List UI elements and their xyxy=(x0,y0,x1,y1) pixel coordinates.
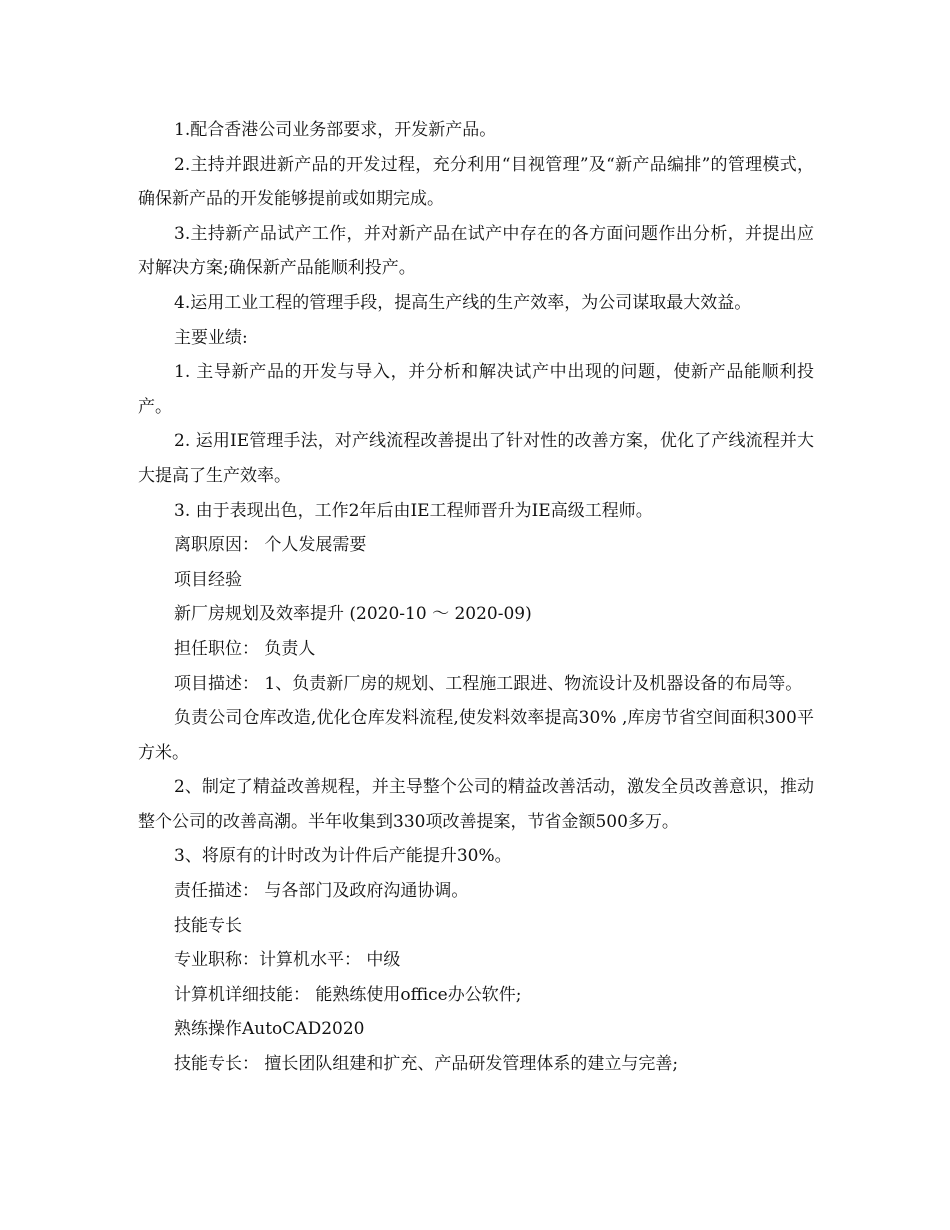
paragraph-achievement-1: 1. 主导新产品的开发与导入，并分析和解决试产中出现的问题，使新产品能顺利投产。 xyxy=(138,362,814,417)
heading-main-achievements: 主要业绩: xyxy=(174,327,248,348)
paragraph-leave-reason: 离职原因： 个人发展需要 xyxy=(174,535,367,556)
paragraph-duty-4: 4.运用工业工程的管理手段，提高生产线的生产效率，为公司谋取最大效益。 xyxy=(174,292,752,313)
paragraph-achievement-2: 2. 运用IE管理手法，对产线流程改善提出了针对性的改善方案，优化了产线流程并大大提高了生产效率。 xyxy=(138,431,814,486)
project-responsibility: 责任描述： 与各部门及政府沟通协调。 xyxy=(174,881,469,902)
skill-specialty: 技能专长： 擅长团队组建和扩充、产品研发管理体系的建立与完善; xyxy=(174,1054,679,1075)
paragraph-duty-2: 2.主持并跟进新产品的开发过程，充分利用“目视管理”及“新产品编排”的管理模式， 确保新产品的开发能够提前或如期完成。 xyxy=(138,154,814,210)
project-description-3: 3、将原有的计时改为计件后产能提升30%。 xyxy=(174,846,512,867)
project-description-1: 项目描述： 1、负责新厂房的规划、工程施工跟进、物流设计及机器设备的布局等。 xyxy=(174,673,803,694)
project-description-2: 2、制定了精益改善规程，并主导整个公司的精益改善活动，激发全员改善意识，推动整个公司的改善高潮。半年收集到330项改善提案，节省金额500多万。 xyxy=(138,777,814,832)
project-description-warehouse: 负责公司仓库改造,优化仓库发料流程,使发料效率提高30% ,库房节省空间面积300平方米。 xyxy=(138,708,814,763)
heading-skills: 技能专长 xyxy=(174,915,242,936)
skill-autocad: 熟练操作AutoCAD2020 xyxy=(174,1019,365,1040)
paragraph-achievement-3: 3. 由于表现出色，工作2年后由IE工程师晋升为IE高级工程师。 xyxy=(174,500,653,521)
heading-project-experience: 项目经验 xyxy=(174,569,242,590)
skill-computer-detail: 计算机详细技能： 能熟练使用office办公软件; xyxy=(174,984,522,1005)
project-position: 担任职位： 负责人 xyxy=(174,638,316,659)
paragraph-duty-1: 1.配合香港公司业务部要求，开发新产品。 xyxy=(174,120,497,140)
document-body xyxy=(138,113,814,1082)
paragraph-duty-3: 3.主持新产品试产工作，并对新产品在试产中存在的各方面问题作出分析，并提出应对解决方案;确保新产品能顺利投产。 xyxy=(138,223,814,279)
project-title: 新厂房规划及效率提升 (2020-10 ～ 2020-09) xyxy=(174,604,532,625)
skill-title-computer-level: 专业职称：计算机水平： 中级 xyxy=(174,950,401,971)
